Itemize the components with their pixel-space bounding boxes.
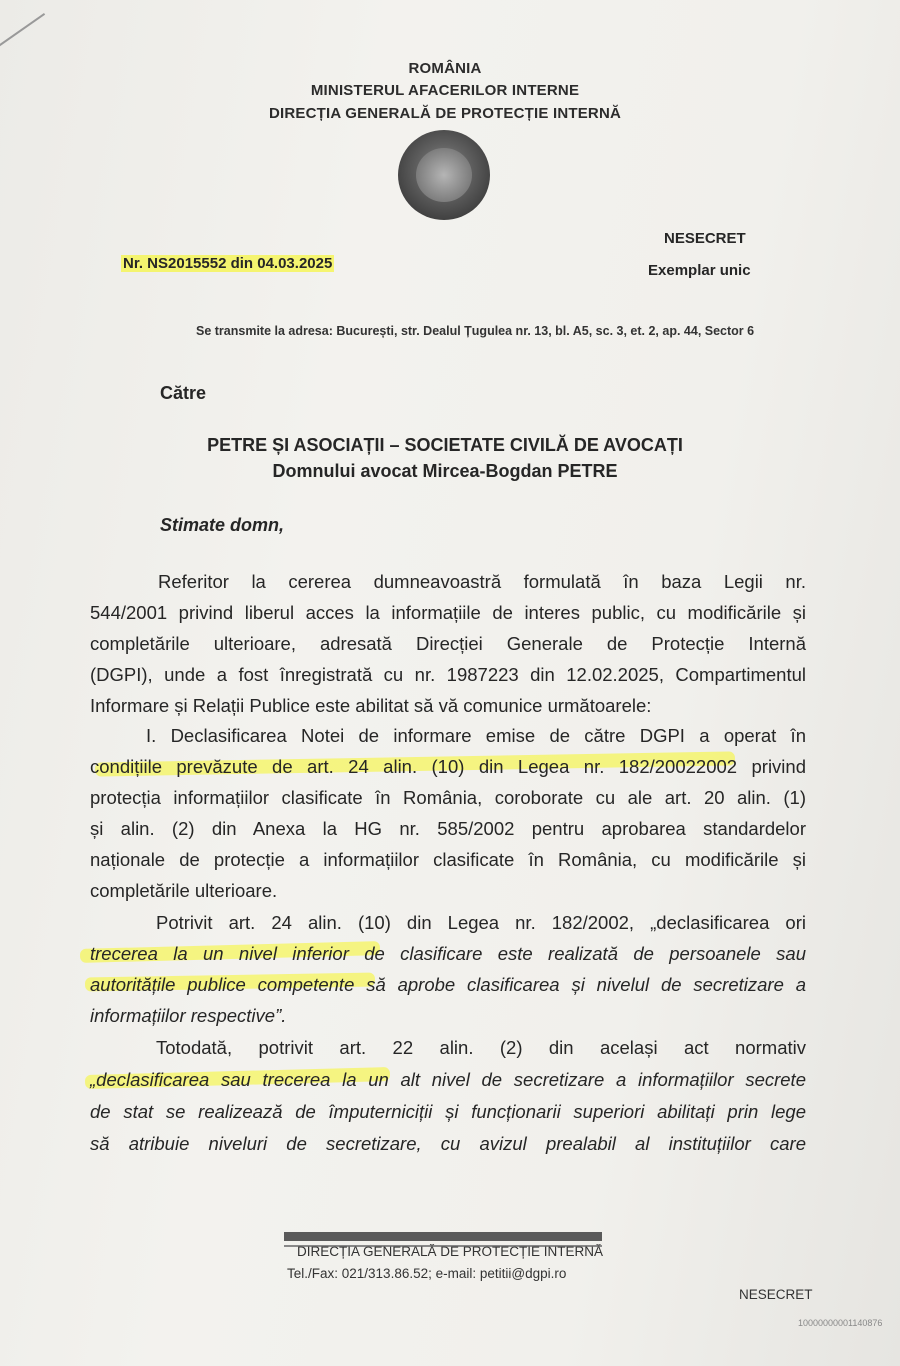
classification-top: NESECRET — [664, 230, 746, 247]
body-line: autoritățile publice competente să aprobe clasificarea și nivelul de secretizare a — [90, 974, 806, 995]
footer-classification: NESECRET — [739, 1287, 813, 1302]
body-line: „declasificarea sau trecerea la un alt nivel de secretizare a informațiilor secrete — [90, 1069, 806, 1090]
to-label: Către — [160, 383, 207, 403]
body-line: informațiilor respective”. — [90, 1005, 287, 1026]
body-line: Referitor la cererea dumneavoastră formulată în baza Legii nr. — [158, 571, 806, 592]
body-line: protecția informațiilor clasificate în România, coroborate cu ale art. 20 alin. (1) — [90, 787, 806, 808]
footer-institution: DIRECȚIA GENERALĂ DE PROTECȚIE INTERNĂ — [297, 1244, 604, 1259]
delivery-address: Se transmite la adresa: București, str. Dealul Țugulea nr. 13, bl. A5, sc. 3, et. 2, ap. 44, Sector 6 — [196, 324, 755, 338]
body-line: naționale de protecție a informațiilor clasificate în România, cu modificările și — [90, 849, 806, 870]
body-line: Totodată, potrivit art. 22 alin. (2) din același act normativ — [156, 1037, 806, 1058]
body-line: 544/2001 privind liberul acces la informațiile de interes public, cu modificările și — [90, 602, 806, 623]
body-line: de stat se realizează de împuterniciții și funcționarii superiori abilitați prin lege — [90, 1101, 806, 1122]
recipient-person: Domnului avocat Mircea-Bogdan PETRE — [272, 461, 618, 481]
body-line: și alin. (2) din Anexa la HG nr. 585/2002 pentru aprobarea standardelor — [90, 818, 806, 839]
copy-label: Exemplar unic — [648, 262, 751, 279]
header-directorate: DIRECȚIA GENERALĂ DE PROTECȚIE INTERNĂ — [268, 105, 622, 122]
footer-contact: Tel./Fax: 021/313.86.52; e-mail: petitii@dgpi.ro — [287, 1266, 567, 1281]
body-line: Potrivit art. 24 alin. (10) din Legea nr. 182/2002, „declasificarea ori — [156, 912, 806, 933]
registration-number: Nr. NS2015552 din 04.03.2025 — [123, 255, 333, 272]
body-line: Informare și Relații Publice este abilitat să vă comunice următoarele: — [90, 695, 652, 716]
recipient-firm: PETRE ȘI ASOCIAȚII – SOCIETATE CIVILĂ DE AVOCAȚI — [207, 435, 683, 455]
salutation: Stimate domn, — [160, 515, 285, 535]
body-line: condițiile prevăzute de art. 24 alin. (10) din Legea nr. 182/20022002 privind — [90, 756, 806, 777]
header-ministry: MINISTERUL AFACERILOR INTERNE — [310, 82, 580, 99]
body-line: (DGPI), unde a fost înregistrată cu nr. 1987223 din 12.02.2025, Compartimentul — [90, 664, 806, 685]
body-line: I. Declasificarea Notei de informare emise de către DGPI a operat în — [146, 725, 806, 746]
coat-of-arms-emblem — [398, 130, 490, 220]
body-line: trecerea la un nivel inferior de clasificare este realizată de persoanele sau — [90, 943, 806, 964]
body-line: completările ulterioare. — [90, 880, 278, 901]
pen-mark — [0, 13, 45, 49]
body-line: să atribuie niveluri de secretizare, cu avizul prealabil al instituțiilor care — [90, 1133, 806, 1154]
footer-rule — [284, 1232, 602, 1241]
header-country: ROMÂNIA — [408, 60, 482, 77]
document-code: 10000000001140876 — [798, 1318, 883, 1328]
body-line: completările ulterioare, adresată Direcției Generale de Protecție Internă — [90, 633, 806, 654]
